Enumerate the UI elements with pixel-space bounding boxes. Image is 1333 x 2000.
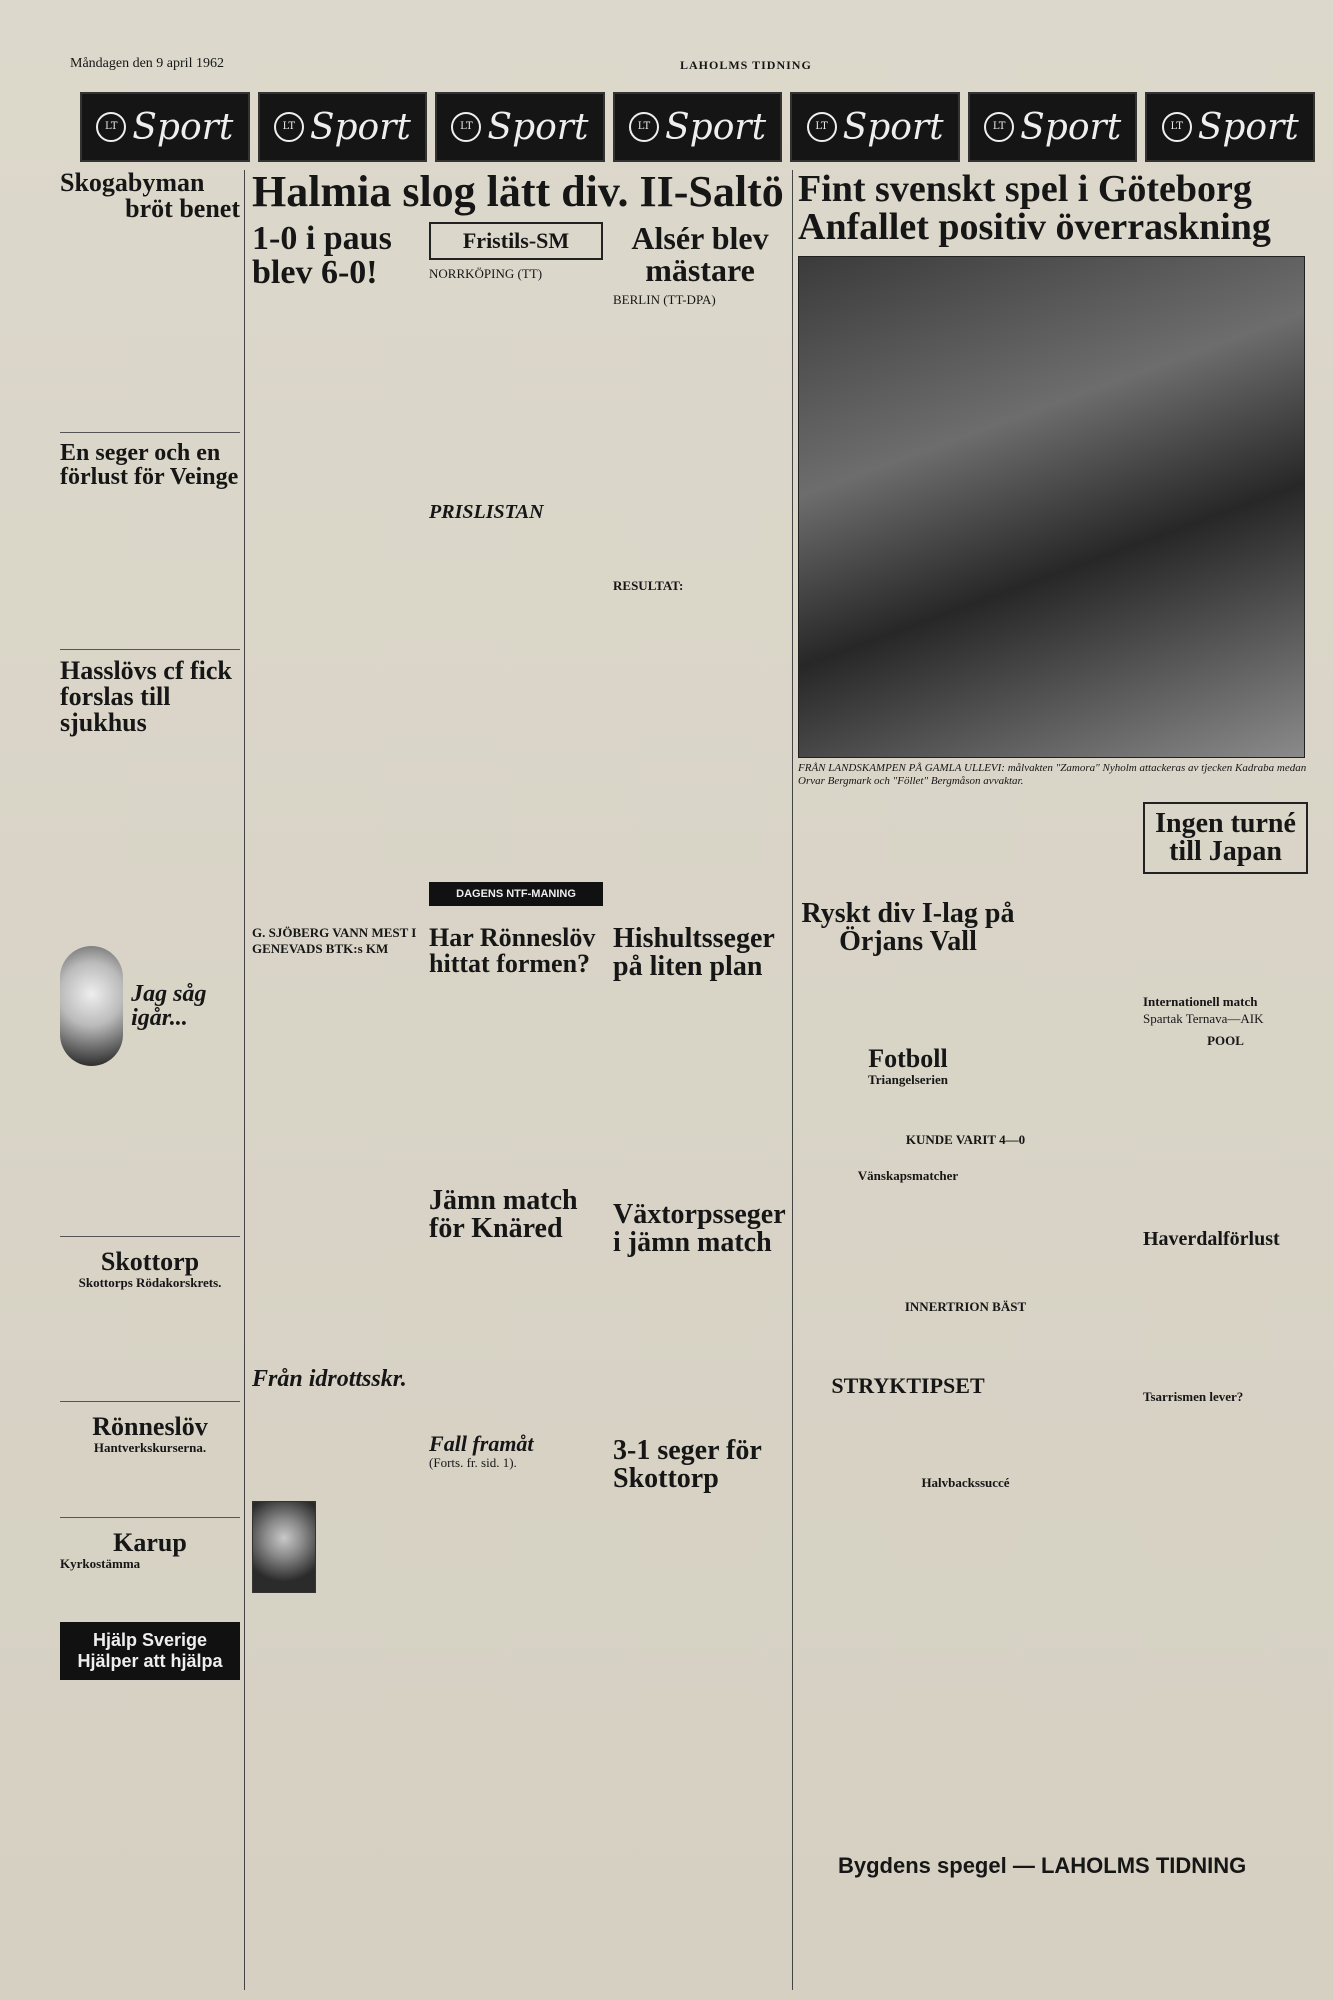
photo-caption: FRÅN LANDSKAMPEN PÅ GAMLA ULLEVI: målvakten "Zamora" Nyholm attackeras av tjecken Kadraba medan Orvar Bergmark och "Föllet" Bergmåson avvaktar. — [798, 762, 1307, 788]
headline-vaxtorp: Växtorpsseger i jämn match — [613, 1198, 786, 1258]
jag-sag-igar-title: Jag såg igår... — [131, 981, 207, 1031]
heading-fotboll: Fotboll — [868, 1044, 948, 1073]
headline-fristils-sm: Fristils-SM — [429, 222, 603, 260]
sport-logo: LT Sport — [435, 92, 605, 162]
column-rule — [792, 170, 793, 1990]
headline-haverdal: Haverdalförlust — [1143, 1228, 1280, 1251]
heading-stryktipset: STRYKTIPSET — [831, 1372, 985, 1398]
portrait-photo — [252, 1501, 316, 1593]
center-columns — [252, 170, 787, 1990]
subhead-kunde-varit: KUNDE VARIT 4—0 — [905, 1132, 1026, 1148]
left-column — [60, 170, 240, 1990]
byline-berlin: BERLIN (TT-DPA) — [613, 292, 716, 307]
byline-norrkoping: NORRKÖPING (TT) — [429, 266, 543, 281]
ad-sverige-hjalper: Hjälp Sverige Hjälper att hjälpa — [60, 1622, 240, 1680]
headline-fint-svenskt: Fint svenskt spel i Göteborg — [798, 170, 1252, 210]
ad-dagens-ntf: DAGENS NTF-MANING — [429, 882, 603, 906]
heading-resultat: RESULTAT: — [613, 578, 684, 594]
sport-logo: LT Sport — [968, 92, 1138, 162]
subhead-skottorp: Skottorps Rödakorskrets. — [78, 1275, 222, 1290]
headline-fran-idrottsskr: Från idrottsskr. — [252, 1366, 407, 1392]
heading-internationell: Internationell match — [1143, 994, 1258, 1010]
headline-brot-benet: bröt benet — [125, 194, 240, 223]
headline-ronneslov-form: Har Rönneslöv hittat formen? — [429, 922, 596, 978]
issue-date: Måndagen den 9 april 1962 — [70, 56, 224, 71]
heading-prislistan: PRISLISTAN — [429, 501, 544, 524]
cartoon-figure — [60, 946, 123, 1066]
heading-vanskap: Vänskapsmatcher — [857, 1168, 959, 1184]
ryskt-block — [798, 900, 1018, 1397]
subhead-halvback: Halvbackssuccé — [921, 1474, 1010, 1490]
right-columns — [798, 170, 1313, 1990]
headline-1-0-paus: 1-0 i paus blev 6-0! — [252, 220, 392, 291]
headline-halmia: Halmia slog lätt div. II-Saltö — [252, 170, 784, 216]
subhead-innertrion: INNERTRION BÄST — [904, 1298, 1027, 1314]
fall-framat-note: (Forts. fr. sid. 1). — [429, 1454, 517, 1470]
headline-ryskt: Ryskt div I-lag på Örjans Vall — [801, 898, 1015, 957]
headline-hasslov: Hasslövs cf fick forslas till sjukhus — [60, 656, 232, 737]
spartak-result: Spartak Ternava—AIK — [1143, 1010, 1264, 1026]
headline-tsarrismen: Tsarrismen lever? — [1143, 1389, 1244, 1405]
headline-fall-framat: Fall framåt — [429, 1430, 534, 1456]
subhead-karup: Kyrkostämma — [60, 1555, 141, 1571]
match-photo — [798, 256, 1305, 758]
heading-triangel: Triangelserien — [868, 1072, 948, 1087]
sport-logo: LT Sport — [790, 92, 960, 162]
headline-karup: Karup — [113, 1527, 187, 1557]
headline-jamn-match: Jämn match för Knäred — [429, 1184, 578, 1244]
sport-logo: LT Sport — [258, 92, 428, 162]
headline-alser: Alsér blev mästare — [631, 220, 769, 288]
headline-hishult: Hishultsseger på liten plan — [613, 922, 775, 982]
page-header — [60, 52, 1293, 76]
jag-sag-igar — [60, 946, 240, 1066]
headline-anfallet: Anfallet positiv överraskning — [798, 206, 1271, 248]
sport-logo: LT Sport — [613, 92, 783, 162]
sport-logo: LT Sport — [80, 92, 250, 162]
column-rule — [244, 170, 245, 1990]
sport-banner — [80, 92, 1315, 162]
paper-name: LAHOLMS TIDNING — [680, 58, 812, 72]
subhead-ronneslov: Hantverkskurserna. — [93, 1440, 207, 1456]
sport-logo: LT Sport — [1145, 92, 1315, 162]
headline-veinge: En seger och en förlust för Veinge — [60, 440, 239, 490]
headline-ronneslov: Rönneslöv — [92, 1412, 208, 1442]
headline-japan: Ingen turné till Japan — [1143, 802, 1308, 874]
footer-slogan: Bygdens spegel — LAHOLMS TIDNING — [838, 1853, 1247, 1878]
headline-sjoberg: G. SJÖBERG VANN MEST I GENEVADS BTK:s KM — [252, 924, 417, 956]
headline-skottorp: Skottorp — [100, 1247, 200, 1276]
headline-skottorp-seger: 3-1 seger för Skottorp — [613, 1434, 762, 1494]
headline-skogabyman: Skogabyman — [60, 170, 205, 197]
heading-pool: POOL — [1207, 1032, 1244, 1048]
